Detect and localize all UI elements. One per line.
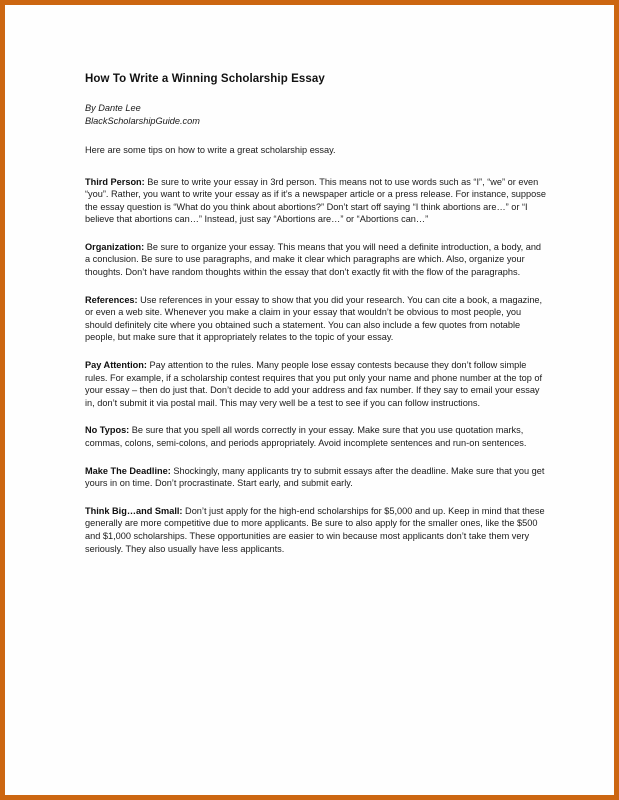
tip-paragraph xyxy=(85,294,548,344)
document-body xyxy=(85,73,548,555)
tip-text: Be sure that you spell all words correctly in your essay. Make sure that you use quotation marks, commas, colons, semi-colons, and periods appropriately. Avoid incomplete sentences and run-on sentences. xyxy=(85,425,527,448)
tip-paragraph xyxy=(85,505,548,555)
intro-paragraph: Here are some tips on how to write a great scholarship essay. xyxy=(85,145,336,155)
tip-paragraph xyxy=(85,176,548,226)
tip-label: Pay Attention: xyxy=(85,360,147,371)
tip-paragraph xyxy=(85,241,548,279)
byline xyxy=(85,102,548,127)
byline-author: By Dante Lee xyxy=(85,103,141,113)
tip-label: Third Person: xyxy=(85,176,145,187)
tip-label: Think Big…and Small: xyxy=(85,505,183,516)
tip-paragraph xyxy=(85,424,548,449)
tip-label: Organization: xyxy=(85,241,145,252)
tip-label: Make The Deadline: xyxy=(85,465,171,476)
tip-label: References: xyxy=(85,294,138,305)
tip-paragraph xyxy=(85,359,548,409)
tip-label: No Typos: xyxy=(85,425,130,436)
tip-text: Pay attention to the rules. Many people lose essay contests because they don’t follow simple rules. For example, if a scholarship contest requires that you put only your name and phone number at the top of your essay – then do just that. Don’t decide to add your address and fax number. If they say to email your essay in, don’t submit it via postal mail. This may very well be a test to see if you can follow instructions. xyxy=(85,360,543,408)
tip-paragraph xyxy=(85,465,548,490)
tip-text: Shockingly, many applicants try to submit essays after the deadline. Make sure that you get yours in on time. Don’t procrastinate. Start early, and submit early. xyxy=(85,465,545,489)
document-sheet xyxy=(5,5,614,795)
byline-site: BlackScholarshipGuide.com xyxy=(85,115,200,126)
tip-text: Be sure to write your essay in 3rd person. This means not to use words such as “I”, “we” or even “you”. Rather, you want to write your essay as if it’s a newspaper article or a press release. For instance, suppose the essay question is “What do you think about abortions?” Don’t start off saying “I think abortions are…” or “I believe that abortions can…” Instead, just say “Abortions are…” or “Abortions can…” xyxy=(85,176,546,225)
tip-text: Use references in your essay to show that you did your research. You can cite a book, a magazine, or even a web site. Whenever you make a claim in your essay that wouldn’t be obvious to most people, you should definitely cite where you obtained such a statement. You can also include a few quotes from notable people, but make sure that it appropriately relates to the topic of your essay. xyxy=(85,294,543,343)
page-title: How To Write a Winning Scholarship Essay xyxy=(85,73,325,85)
tip-text: Be sure to organize your essay. This means that you will need a definite introduction, a body, and a conclusion. Be sure to use paragraphs, and make it clear which paragraphs are which. Also, organize your thoughts. Don’t have random thoughts within the essay that don’t exactly fit with the flow of the paragraphs. xyxy=(85,241,542,278)
tip-text: Don’t just apply for the high-end scholarships for $5,000 and up. Keep in mind that these generally are more competitive due to more applicants. Be sure to also apply for the smaller ones, like the $500 and $1,000 scholarships. These opportunities are easier to win because most applicants don’t take them very seriously. They also usually have less applicants. xyxy=(85,505,545,554)
